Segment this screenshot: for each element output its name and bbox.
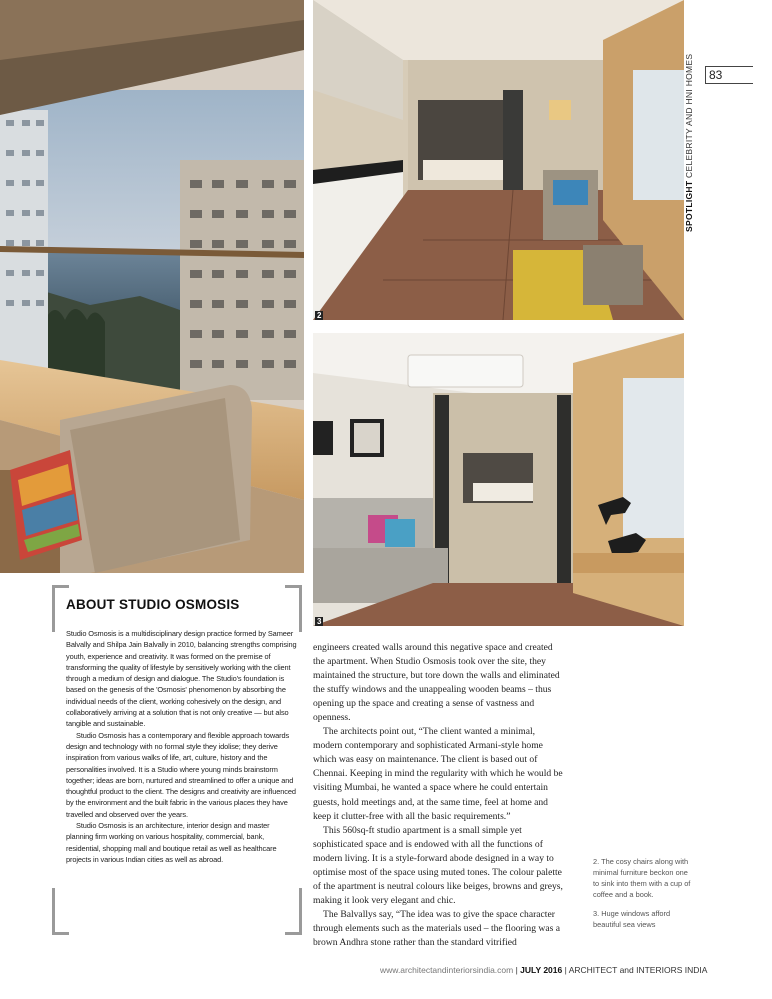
photo-number: 3 [317, 617, 322, 626]
box-corner-top-right [285, 585, 302, 632]
body-paragraph: The Balvallys say, “The idea was to give the space character through elements such as the materials used – the flooring was a brown Andhra stone rather than the standard vitrified [313, 908, 560, 948]
footer-separator: | [562, 965, 569, 975]
about-studio-box [52, 585, 302, 935]
section-tab-rest: CELEBRITY AND HNI HOMES [684, 53, 694, 181]
about-text [66, 628, 298, 865]
footer-magazine: ARCHITECT and INTERIORS INDIA [568, 965, 708, 975]
section-tab-bold: SPOTLIGHT [684, 180, 694, 232]
photo-captions [593, 856, 693, 938]
footer-separator: | [513, 965, 521, 975]
section-tab [684, 53, 698, 232]
caption-3: 3. Huge windows afford beautiful sea views [593, 909, 671, 929]
article-body [313, 641, 563, 950]
about-paragraph: Studio Osmosis is an architecture, interior design and master planning firm working on various hospitality, commercial, bank, residential, shopping mall and boutique retail as well as healthcare projects in various Indian cities as well as abroad. [66, 821, 277, 864]
about-paragraph: Studio Osmosis is a multidisciplinary design practice formed by Sameer Balvally and Shilpa Jain Balvally in 2010, balancing strengths comprising youth, experience and creativity. It was formed on the premise of transforming the quality of lifestyle by sensitively working with the client through a medium of design and dialogue. The Studio's foundation is based on the genesis of the 'Osmosis' phenomenon by absorbing the individual needs of the client, working cohesively on the design, and collaboratively arriving at a solution that is not only creative — but also tangible and sustainable. [66, 629, 297, 729]
caption-2: 2. The cosy chairs along with minimal furniture beckon one to sink into them with a cup of coffee and a book. [593, 857, 691, 899]
about-title: ABOUT STUDIO OSMOSIS [66, 597, 240, 612]
body-paragraph: This 560sq-ft studio apartment is a small simple yet sophisticated space and is endowed with all the functions of modern living. It is a style-forward abode designed in a way to optimise most of the space using muted tones. The colour palette of the apartment is neutral colours like beiges, browns and greys, making it look very elegant and chic. [313, 824, 563, 906]
page-footer [380, 965, 708, 975]
page-number: 83 [705, 66, 753, 84]
photo-number: 2 [317, 311, 322, 320]
living-room-photo [313, 333, 684, 626]
body-paragraph: The architects point out, “The client wanted a minimal, modern contemporary and sophisticated Armani-style home which was easy on maintenance. The client is based out of Chennai. Keeping in mind the regularity with which he would be visiting Mumbai, he wanted a space where he could entertain guests, hold meetings and, at the same time, feel at home and keep it clutter-free with all the basic requirements.” [313, 726, 563, 822]
box-corner-bottom-right [285, 888, 302, 935]
kitchen-bedroom-photo [313, 0, 684, 320]
footer-url: www.architectandinteriorsindia.com [380, 965, 514, 975]
footer-issue: JULY 2016 [520, 965, 563, 975]
about-paragraph: Studio Osmosis has a contemporary and flexible approach towards design and technology with no formal style they idolise; they derive inspiration from various walks of life, art, culture, history and the personalities involved. It is a Studio where young minds brainstorm together; ideas are born, nurtured and streamlined to offer a unique and thoughtful product to the client. The designs and creativity are influenced by the environment and the built fabric in the various places they have travelled and observed over the years. [66, 730, 296, 819]
box-corner-bottom-left [52, 888, 69, 935]
body-paragraph: engineers created walls around this negative space and created the apartment. When Studio Osmosis took over the site, they maintained the structure, but tore down the walls and eliminated the stuffy windows and the unappealing wooden beams – thus opening up the space and creating a sense of vastness and openness. [313, 642, 560, 724]
sea-view-window-photo [0, 0, 304, 573]
